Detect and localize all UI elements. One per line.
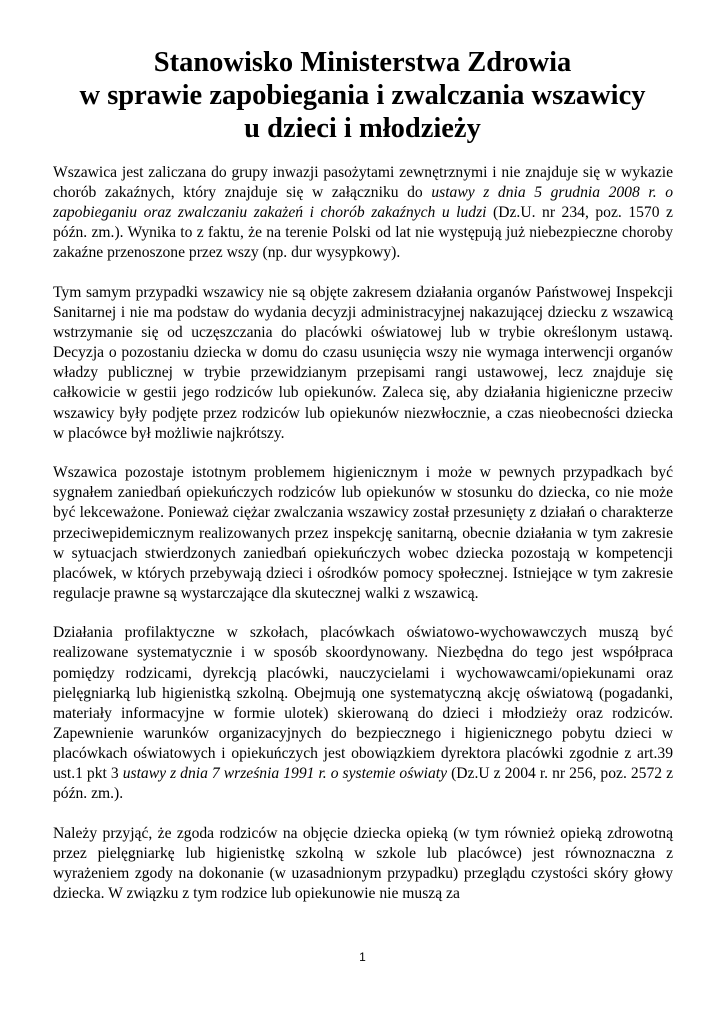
paragraph-1-law-citation: ustawy z dnia 5 grudnia 2008 r. o zapobieganiu oraz zwalczaniu zakażeń i chorób zakaźnych u ludzi — [53, 184, 673, 222]
paragraph-1 — [53, 163, 673, 263]
title-line-1: Stanowisko Ministerstwa Zdrowia — [153, 47, 572, 78]
paragraph-2 — [53, 283, 673, 444]
paragraph-3 — [53, 463, 673, 604]
paragraph-1-text: Wszawica jest zaliczana do grupy inwazji pasożytami zewnętrznymi i nie znajduje się w wykazie chorób zakaźnych, który znajduje się w załączniku do — [53, 164, 673, 202]
page-number: 1 — [359, 950, 366, 964]
document-body — [53, 163, 673, 924]
paragraph-3-text: Wszawica pozostaje istotnym problemem higienicznym i może w pewnych przypadkach być sygnałem zaniedbań opiekuńczych rodziców lub opiekunów w stosunku do dziecka, co nie może być lekceważone. Ponieważ ciężar zwalczania wszawicy został przesunięty z działań o charakterze przeciwepidemicznym realizowanych przez inspekcję sanitarną, obecnie działania w tym zakresie w sytuacjach stwierdzonych zaniedbań opiekuńczych wobec dziecka pozostają w kompetencji placówek, w których przebywają dzieci i ośrodków pomocy społecznej. Istniejące w tym zakresie regulacje prawne są wystarczające dla skutecznej walki z wszawicą. — [53, 464, 673, 602]
paragraph-4-text-end: (Dz.U z 2004 r. nr 256, poz. 2572 z późn. zm.). — [53, 765, 674, 803]
title-line-2: w sprawie zapobiegania i zwalczania wszawicy — [79, 80, 646, 111]
title-line-3: u dzieci i młodzieży — [244, 113, 481, 144]
paragraph-5 — [53, 824, 673, 904]
page-title — [40, 46, 685, 145]
paragraph-2-text: Tym samym przypadki wszawicy nie są objęte zakresem działania organów Państwowej Inspekcji Sanitarnej i nie ma podstaw do wydania decyzji administracyjnej nakazującej dziecku z wszawicą wstrzymanie się od uczęszczania do placówki oświatowej lub w trybie określonym ustawą. Decyzja o pozostaniu dziecka w domu do czasu usunięcia wszy nie wymaga interwencji organów władzy publicznej w trybie przewidzianym przepisami rangi ustawowej, lecz znajduje się całkowicie w gestii jego rodziców lub opiekunów. Zaleca się, aby działania higieniczne przeciw wszawicy były podjęte przez rodziców lub opiekunów niezwłocznie, a czas nieobecności dziecka w placówce był możliwie najkrótszy. — [53, 283, 673, 442]
paragraph-1-text-end: (Dz.U. nr 234, poz. 1570 z późn. zm.). Wynika to z faktu, że na terenie Polski od lat nie występują już niebezpieczne choroby zakaźne przenoszone przez wszy (np. dur wysypkowy). — [53, 204, 673, 262]
paragraph-4-law-citation: ustawy z dnia 7 września 1991 r. o systemie oświaty — [122, 765, 448, 783]
paragraph-4 — [53, 623, 673, 804]
paragraph-5-text: Należy przyjąć, że zgoda rodziców na objęcie dziecka opieką (w tym również opieką zdrowotną przez pielęgniarkę lub higienistkę szkolną w szkole lub placówce) jest równoznaczna z wyrażeniem zgody na dokonanie (w uzasadnionym przypadku) przeglądu czystości skóry głowy dziecka. W związku z tym rodzice lub opiekunowie nie muszą za — [53, 824, 673, 902]
paragraph-4-text: Działania profilaktyczne w szkołach, placówkach oświatowo-wychowawczych muszą być realizowane systematycznie i w sposób skoordynowany. Niezbędna do tego jest współpraca pomiędzy rodzicami, dyrekcją placówki, nauczycielami i wychowawcami/opiekunami oraz pielęgniarką lub higienistką szkolną. Obejmują one systematyczną akcję oświatową (pogadanki, materiały informacyjne w formie ulotek) skierowaną do dzieci i młodzieży oraz rodziców. Zapewnienie warunków organizacyjnych do bezpiecznego i higienicznego pobytu dzieci w placówkach oświatowych i opiekuńczych jest obowiązkiem dyrektora placówki zgodnie z art.39 ust.1 pkt 3 — [53, 624, 673, 783]
